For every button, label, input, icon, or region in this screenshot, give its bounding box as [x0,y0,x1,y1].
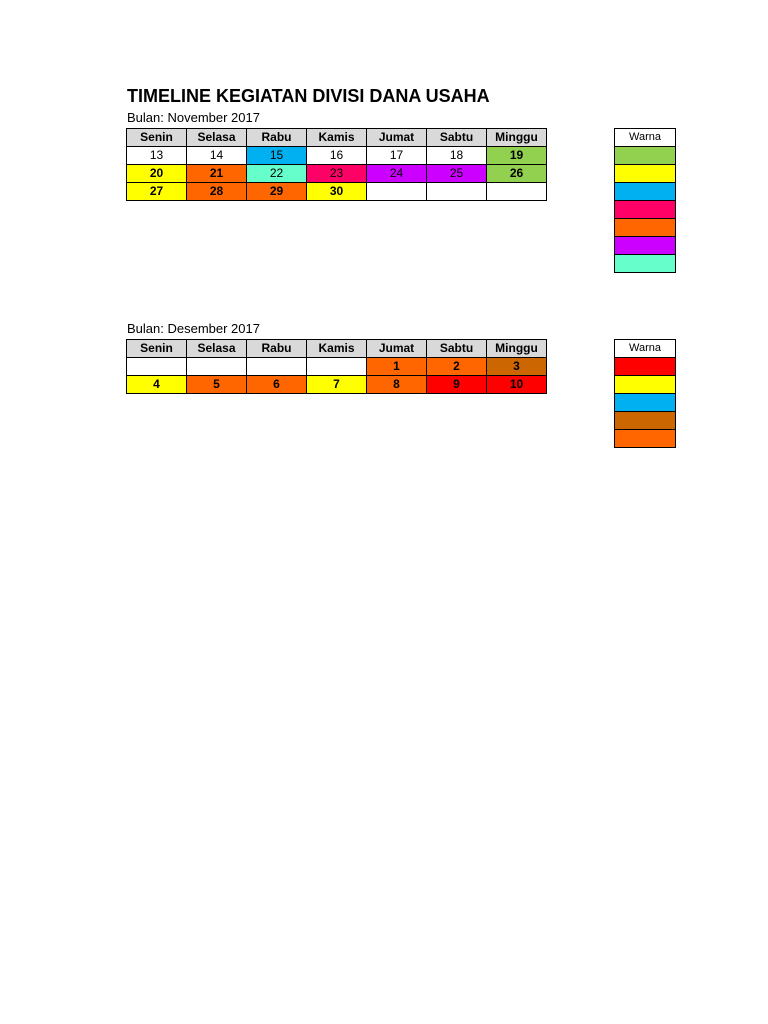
day-header-jumat: Jumat [367,340,427,358]
calendar-december [126,339,547,394]
date-cell: 30 [307,183,367,201]
legend-color-swatch [615,430,676,448]
date-cell: 24 [367,165,427,183]
month-label-november: Bulan: November 2017 [127,110,260,125]
day-header-rabu: Rabu [247,340,307,358]
empty-date-cell [307,358,367,376]
month-label-december: Bulan: Desember 2017 [127,321,260,336]
date-cell: 15 [247,147,307,165]
date-cell: 25 [427,165,487,183]
day-header-senin: Senin [127,340,187,358]
day-header-jumat: Jumat [367,129,427,147]
legend-color-swatch [615,201,676,219]
day-header-kamis: Kamis [307,129,367,147]
date-cell: 18 [427,147,487,165]
calendar-november [126,128,547,201]
week-row [127,183,547,201]
legend-color-swatch [615,183,676,201]
legend-color-swatch [615,219,676,237]
date-cell: 23 [307,165,367,183]
date-cell: 27 [127,183,187,201]
date-cell: 29 [247,183,307,201]
empty-date-cell [187,358,247,376]
legend-header: Warna [615,129,676,147]
empty-date-cell [127,358,187,376]
date-cell: 1 [367,358,427,376]
day-header-selasa: Selasa [187,340,247,358]
legend-color-swatch [615,394,676,412]
date-cell: 21 [187,165,247,183]
legend-color-swatch [615,147,676,165]
date-cell: 14 [187,147,247,165]
day-header-senin: Senin [127,129,187,147]
day-header-minggu: Minggu [487,129,547,147]
date-cell: 8 [367,376,427,394]
legend-color-swatch [615,358,676,376]
date-cell: 9 [427,376,487,394]
date-cell: 7 [307,376,367,394]
empty-date-cell [367,183,427,201]
empty-date-cell [247,358,307,376]
page-title: TIMELINE KEGIATAN DIVISI DANA USAHA [127,86,490,106]
date-cell: 5 [187,376,247,394]
empty-date-cell [487,183,547,201]
legend-header: Warna [615,340,676,358]
date-cell: 22 [247,165,307,183]
day-header-minggu: Minggu [487,340,547,358]
empty-date-cell [427,183,487,201]
week-row [127,147,547,165]
calendar-body [127,147,547,201]
legend-color-swatch [615,412,676,430]
day-header-sabtu: Sabtu [427,340,487,358]
legend-color-swatch [615,165,676,183]
date-cell: 28 [187,183,247,201]
day-header-selasa: Selasa [187,129,247,147]
week-row [127,165,547,183]
calendar-body [127,358,547,394]
date-cell: 17 [367,147,427,165]
date-cell: 16 [307,147,367,165]
date-cell: 6 [247,376,307,394]
legend-color-swatch [615,376,676,394]
day-header-row [127,340,547,358]
day-header-rabu: Rabu [247,129,307,147]
week-row [127,358,547,376]
date-cell: 2 [427,358,487,376]
day-header-sabtu: Sabtu [427,129,487,147]
day-header-row [127,129,547,147]
date-cell: 4 [127,376,187,394]
date-cell: 26 [487,165,547,183]
week-row [127,376,547,394]
color-legend-december [614,339,676,448]
date-cell: 19 [487,147,547,165]
date-cell: 20 [127,165,187,183]
day-header-kamis: Kamis [307,340,367,358]
date-cell: 10 [487,376,547,394]
legend-body [615,147,676,273]
legend-color-swatch [615,255,676,273]
date-cell: 3 [487,358,547,376]
legend-color-swatch [615,237,676,255]
color-legend-november [614,128,676,273]
date-cell: 13 [127,147,187,165]
legend-body [615,358,676,448]
